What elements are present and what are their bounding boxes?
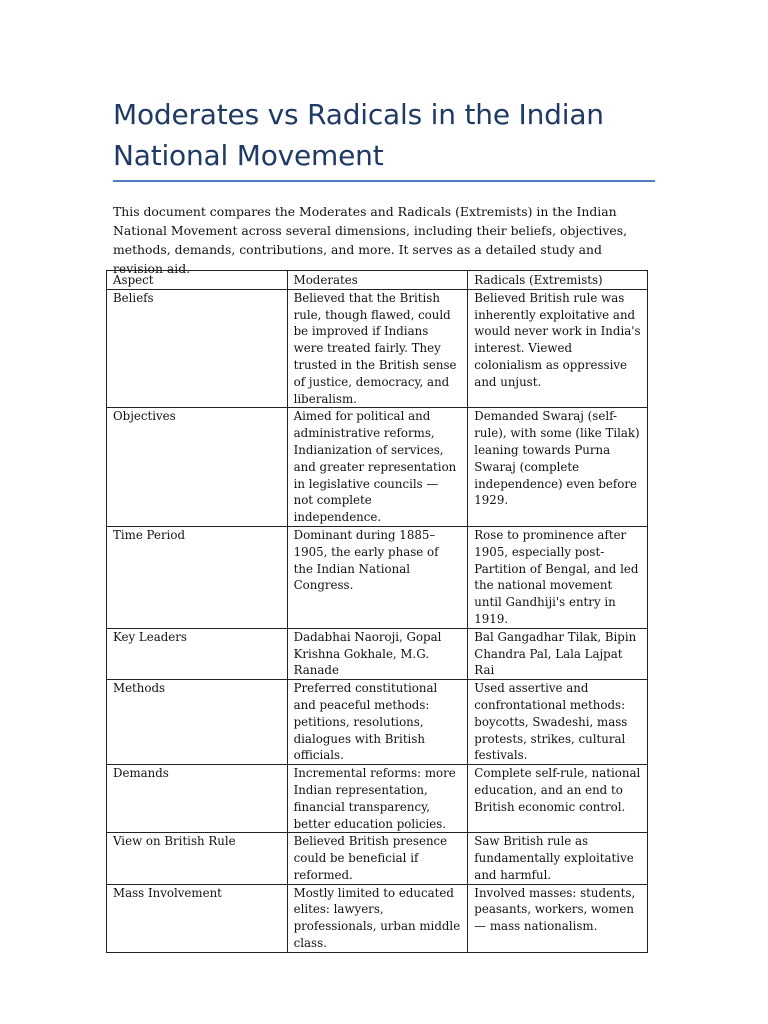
cell-moderates: Dadabhai Naoroji, Gopal Krishna Gokhale, M.G. Ranade [287, 628, 468, 679]
cell-radicals: Believed British rule was inherently exploitative and would never work in India's interest. Viewed colonialism as oppressive and unjust. [468, 289, 648, 408]
cell-moderates: Mostly limited to educated elites: lawyers, professionals, urban middle class. [287, 884, 468, 952]
document-page [113, 0, 655, 951]
table-row [107, 765, 648, 833]
header-moderates: Moderates [287, 271, 468, 290]
cell-aspect: Mass Involvement [107, 884, 288, 952]
cell-aspect: Methods [107, 680, 288, 765]
table-row [107, 628, 648, 679]
title-underline [113, 180, 655, 182]
cell-aspect: View on British Rule [107, 833, 288, 884]
table-row [107, 526, 648, 628]
cell-moderates: Dominant during 1885–1905, the early phase of the Indian National Congress. [287, 526, 468, 628]
cell-aspect: Demands [107, 765, 288, 833]
cell-aspect: Objectives [107, 408, 288, 527]
cell-radicals: Rose to prominence after 1905, especially post-Partition of Bengal, and led the national movement until Gandhiji's entry in 1919. [468, 526, 648, 628]
cell-aspect: Beliefs [107, 289, 288, 408]
header-aspect: Aspect [107, 271, 288, 290]
table-row [107, 408, 648, 527]
header-radicals: Radicals (Extremists) [468, 271, 648, 290]
cell-moderates: Believed British presence could be beneficial if reformed. [287, 833, 468, 884]
cell-radicals: Complete self-rule, national education, and an end to British economic control. [468, 765, 648, 833]
table-row [107, 833, 648, 884]
cell-radicals: Involved masses: students, peasants, workers, women — mass nationalism. [468, 884, 648, 952]
cell-moderates: Preferred constitutional and peaceful methods: petitions, resolutions, dialogues with British officials. [287, 680, 468, 765]
cell-moderates: Aimed for political and administrative reforms, Indianization of services, and greater representation in legislative councils — not complete independence. [287, 408, 468, 527]
table-row [107, 884, 648, 952]
cell-aspect: Time Period [107, 526, 288, 628]
cell-radicals: Used assertive and confrontational methods: boycotts, Swadeshi, mass protests, strikes, cultural festivals. [468, 680, 648, 765]
intro-paragraph: This document compares the Moderates and Radicals (Extremists) in the Indian National Movement across several dimensions, including their beliefs, objectives, methods, demands, contributions, and more. It serves as a detailed study and revision aid. [113, 204, 628, 276]
cell-radicals: Demanded Swaraj (self-rule), with some (like Tilak) leaning towards Purna Swaraj (complete independence) even before 1929. [468, 408, 648, 527]
comparison-table [106, 270, 648, 953]
document-title: Moderates vs Radicals in the Indian National Movement [113, 98, 604, 172]
cell-moderates: Believed that the British rule, though flawed, could be improved if Indians were treated fairly. They trusted in the British sense of justice, democracy, and liberalism. [287, 289, 468, 408]
table-row [107, 289, 648, 408]
cell-radicals: Saw British rule as fundamentally exploitative and harmful. [468, 833, 648, 884]
table-row [107, 680, 648, 765]
cell-aspect: Key Leaders [107, 628, 288, 679]
cell-moderates: Incremental reforms: more Indian representation, financial transparency, better education policies. [287, 765, 468, 833]
cell-radicals: Bal Gangadhar Tilak, Bipin Chandra Pal, Lala Lajpat Rai [468, 628, 648, 679]
table-header-row [107, 271, 648, 290]
